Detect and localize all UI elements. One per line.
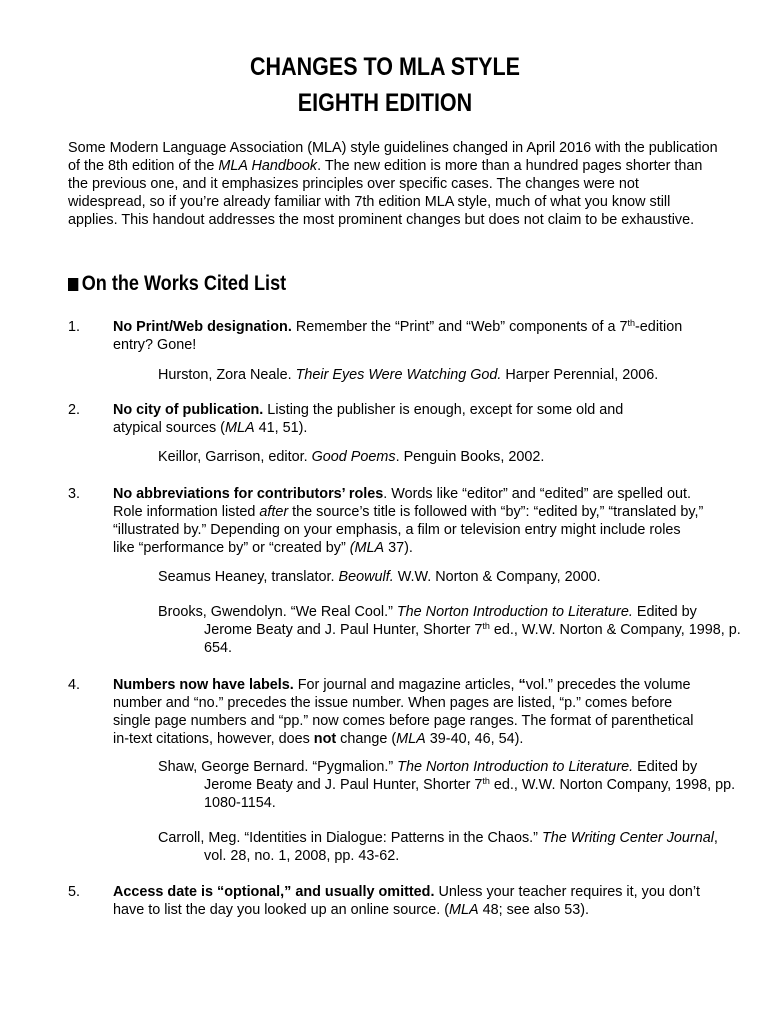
intro-paragraph: Some Modern Language Association (MLA) style guidelines changed in April 2016 with the publication of the 8th edition of the MLA Handbook. The new edition is more than a hundred pages shorter than the previous one, and it emphasizes principles over specific cases. The changes were not widespread, so if you’re already familiar with 7th edition MLA style, much of what you know still applies. This handout addresses the most prominent changes but does not claim to be exhaustive. bbox=[68, 140, 718, 228]
section-heading: On the Works Cited List bbox=[68, 271, 286, 297]
item-number: 2. bbox=[68, 402, 81, 418]
item-number: 3. bbox=[68, 486, 81, 502]
item-number: 4. bbox=[68, 677, 81, 693]
citation-example: Keillor, Garrison, editor. Good Poems. Penguin Books, 2002. bbox=[158, 449, 545, 465]
title-line-2: EIGHTH EDITION bbox=[297, 89, 473, 117]
item-text: Access date is “optional,” and usually omitted. Unless your teacher requires it, you don’t have to list the day you looked up an online source. (MLA 48; see also 53). bbox=[113, 884, 701, 918]
citation-example: Carroll, Meg. “Identities in Dialogue: Patterns in the Chaos.” The Writing Center Journal, vol. 28, no. 1, 2008, pp. 43-62. bbox=[158, 830, 718, 864]
citation-example: Shaw, George Bernard. “Pygmalion.” The Norton Introduction to Literature. Edited by Jerome Beaty and J. Paul Hunter, Shorter 7th ed., W.W. Norton Company, 1998, pp. 1080-1154. bbox=[158, 759, 736, 811]
citation-example: Brooks, Gwendolyn. “We Real Cool.” The Norton Introduction to Literature. Edited by Jerome Beaty and J. Paul Hunter, Shorter 7th ed., W.W. Norton & Company, 1998, p. 654. bbox=[158, 604, 741, 656]
citation-example: Hurston, Zora Neale. Their Eyes Were Watching God. Harper Perennial, 2006. bbox=[158, 367, 659, 383]
square-bullet-icon bbox=[68, 278, 78, 291]
title-line-1: CHANGES TO MLA STYLE bbox=[250, 53, 520, 81]
item-text: Numbers now have labels. For journal and magazine articles, “vol.” precedes the volume number and “no.” precedes the issue number. When pages are listed, “p.” comes before single page numbers and “pp.” now comes before page ranges. The format of parenthetical in-text citations, however, does not change (MLA 39-40, 46, 54). bbox=[113, 677, 694, 747]
item-number: 1. bbox=[68, 319, 81, 335]
item-text: No abbreviations for contributors’ roles. Words like “editor” and “edited” are spelled out. Role information listed after the source’s title is followed with “by”: “edited by,” “translated by,” “illustrated by.” Depending on your emphasis, a film or television entry might include roles like “performance by” or “created by” (MLA 37). bbox=[113, 486, 704, 556]
item-text: No city of publication. Listing the publisher is enough, except for some old and atypical sources (MLA 41, 51). bbox=[113, 402, 624, 436]
item-text: No Print/Web designation. Remember the “Print” and “Web” components of a 7th-edition entry? Gone! bbox=[113, 318, 683, 353]
citation-example: Seamus Heaney, translator. Beowulf. W.W. Norton & Company, 2000. bbox=[158, 569, 601, 585]
item-number: 5. bbox=[68, 884, 81, 900]
